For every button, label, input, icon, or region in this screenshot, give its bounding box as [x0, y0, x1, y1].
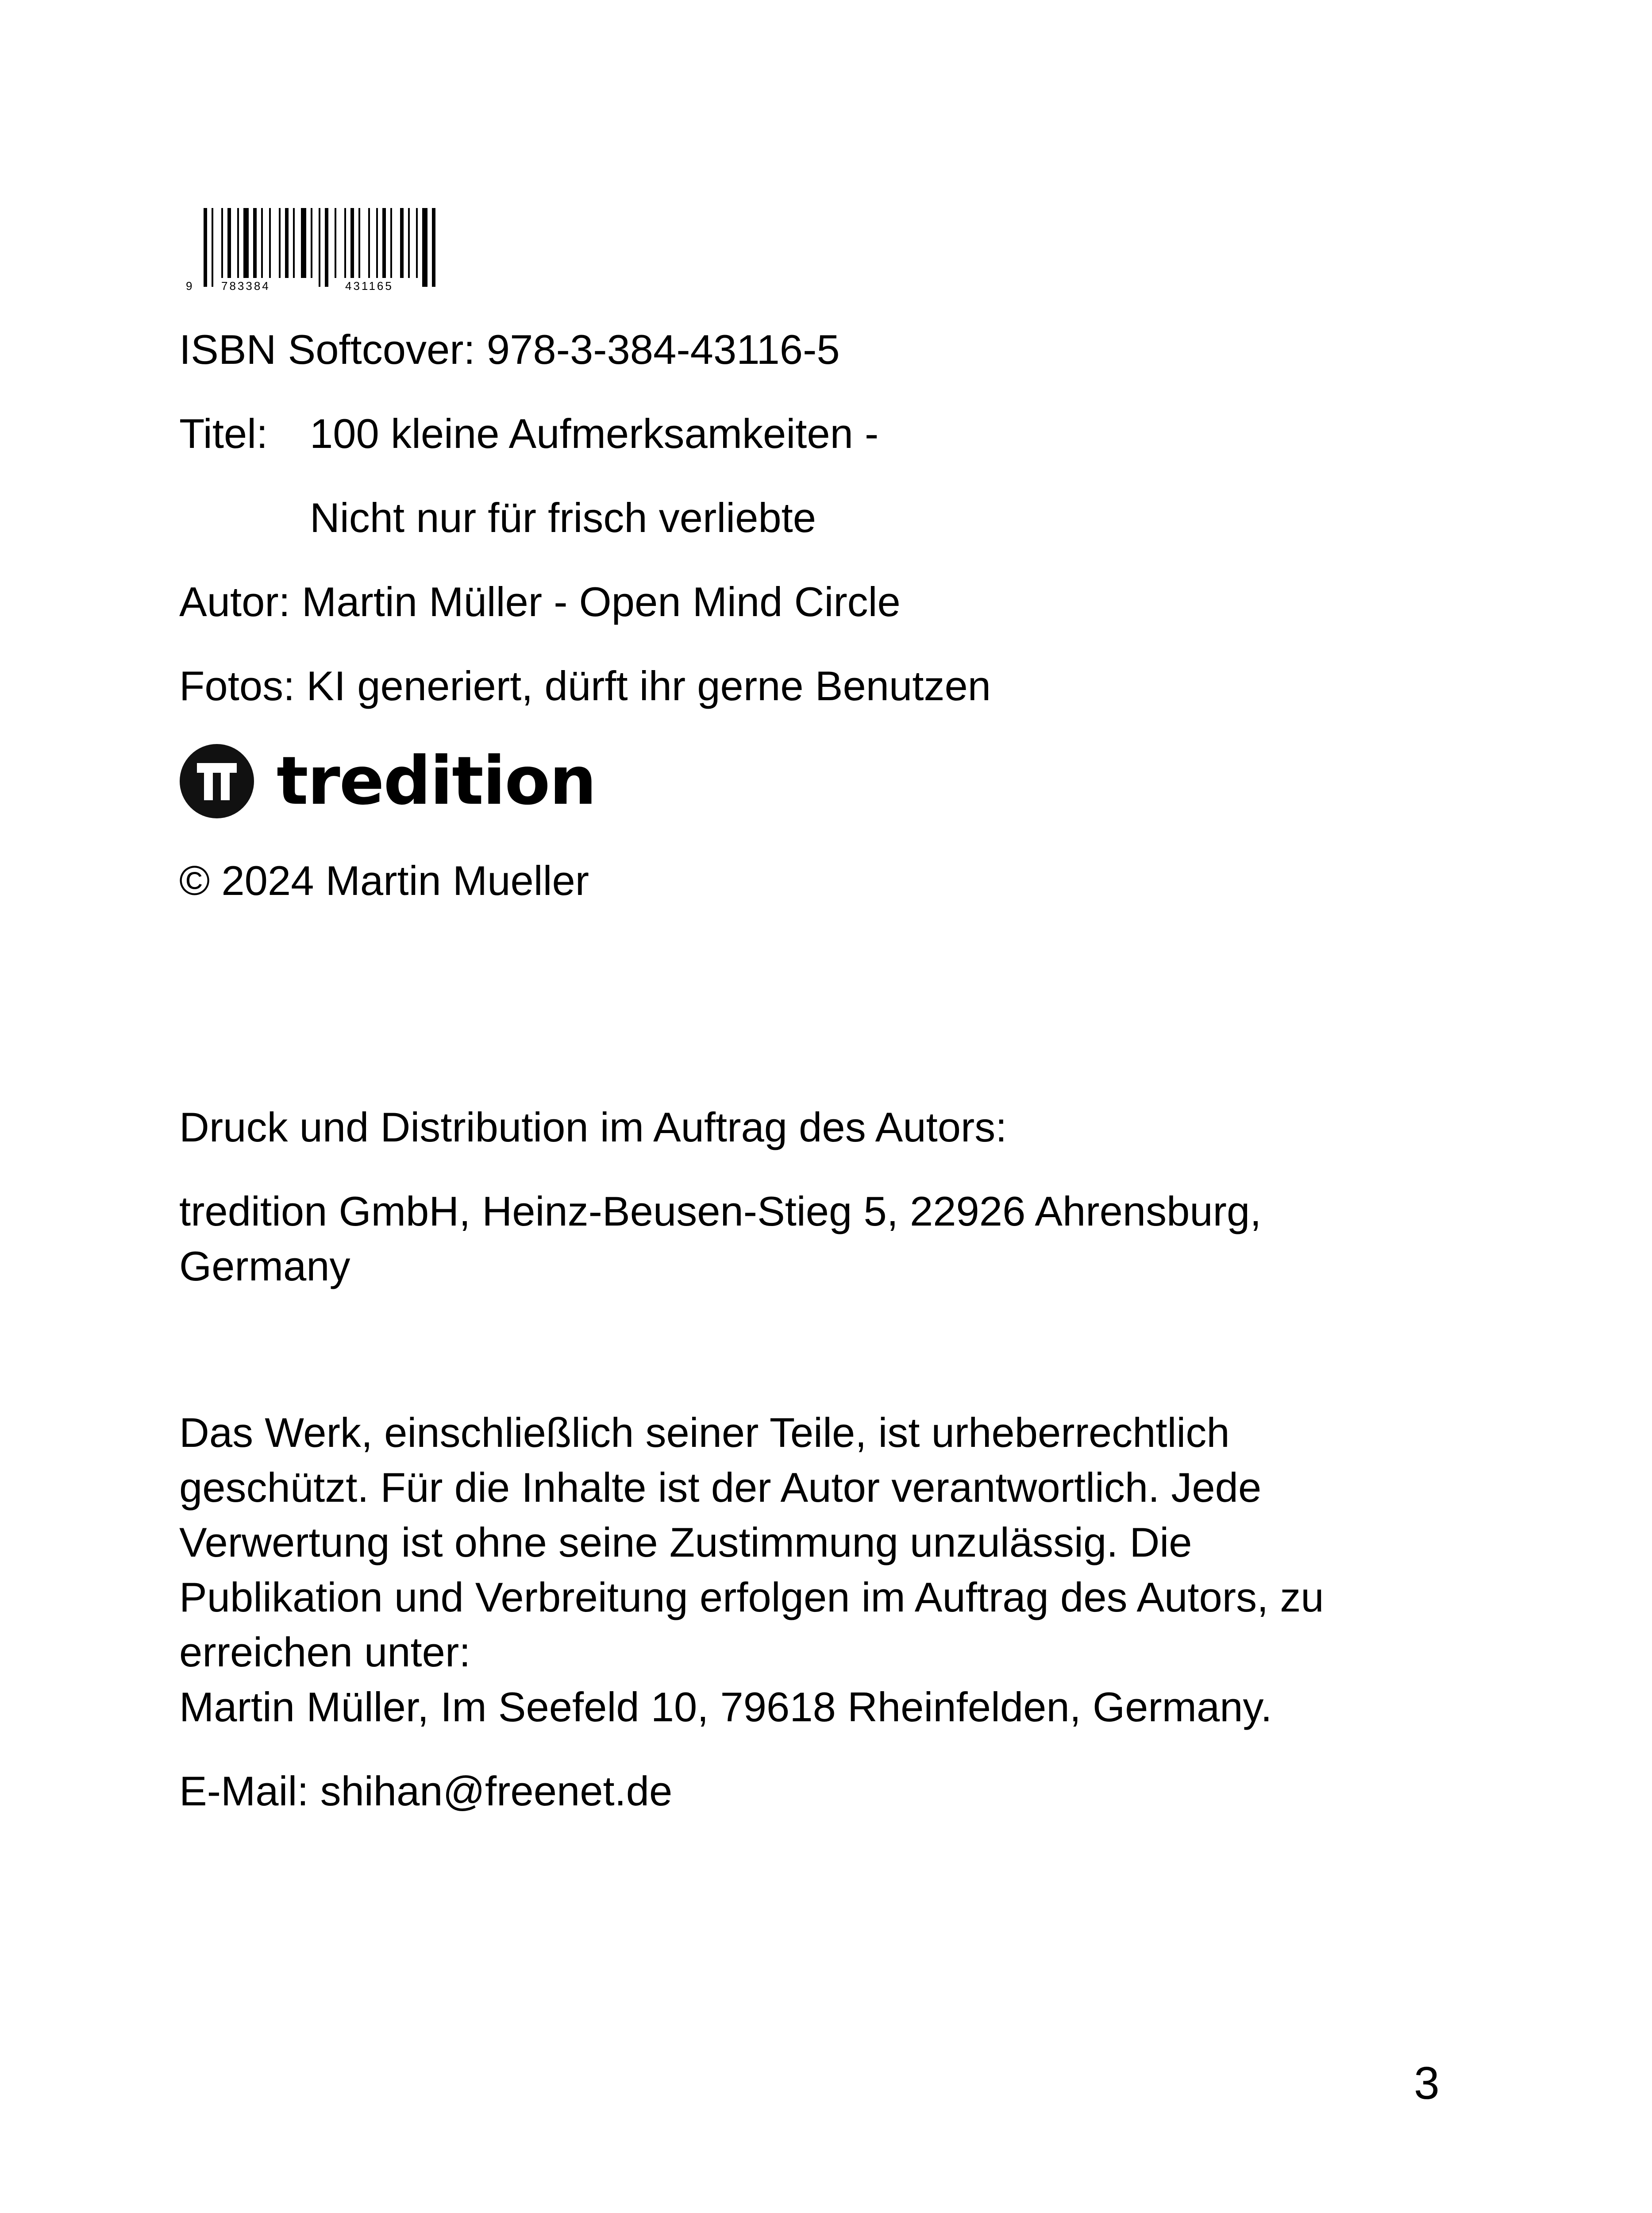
barcode-bar: [227, 208, 231, 278]
print-address-line-2: Germany: [179, 1243, 350, 1289]
barcode-bar: [382, 208, 386, 278]
legal-line: Martin Müller, Im Seefeld 10, 79618 Rheinfelden, Germany.: [179, 1684, 1272, 1730]
barcode-bar: [350, 208, 354, 278]
barcode-bar: [261, 208, 263, 278]
title-line-2: Nicht nur für frisch verliebte: [310, 494, 816, 541]
barcode-bar: [358, 208, 360, 278]
legal-notice: [179, 1405, 1463, 1735]
legal-line: geschützt. Für die Inhalte ist der Autor verantwortlich. Jede: [179, 1464, 1262, 1511]
barcode-bar: [311, 208, 312, 278]
barcode-bar: [269, 208, 271, 278]
legal-line: Das Werk, einschließlich seiner Teile, ist urheberrechtlich: [179, 1409, 1230, 1456]
print-heading: Druck und Distribution im Auftrag des Autors:: [179, 1104, 1007, 1150]
barcode-bar: [204, 208, 207, 287]
isbn-barcode: [186, 208, 456, 292]
barcode-bar: [301, 208, 306, 278]
barcode-bar: [237, 208, 239, 278]
barcode-digit-left: 9: [186, 279, 193, 292]
barcode-bar: [416, 208, 418, 278]
print-address-line-1: tredition GmbH, Heinz-Beusen-Stieg 5, 22926 Ahrensburg,: [179, 1188, 1262, 1234]
barcode-bar: [243, 208, 249, 278]
barcode-bar: [408, 208, 410, 278]
legal-line: erreichen unter:: [179, 1629, 471, 1675]
barcode-bar: [400, 208, 404, 278]
email-line: E-Mail: shihan@freenet.de: [179, 1768, 673, 1814]
barcode-bar: [253, 208, 257, 278]
title-label: Titel:: [179, 410, 268, 457]
barcode-bar: [376, 208, 378, 278]
barcode-bar: [344, 208, 346, 278]
barcode-bar: [335, 208, 336, 278]
barcode-bar: [285, 208, 289, 278]
barcode-digits-middle: 783384: [221, 279, 270, 292]
barcode-digits-right: 431165: [345, 279, 393, 292]
barcode-bar: [432, 208, 435, 287]
tredition-logo: [179, 744, 596, 819]
copyright-line: © 2024 Martin Mueller: [179, 857, 589, 904]
author-line: Autor: Martin Müller - Open Mind Circle: [179, 578, 901, 625]
barcode-bar: [221, 208, 223, 278]
barcode-bar: [212, 208, 213, 287]
barcode-bar: [390, 208, 392, 278]
title-line-1: 100 kleine Aufmerksamkeiten -: [310, 410, 879, 457]
tredition-logo-icon: [179, 744, 254, 819]
barcode-bar: [279, 208, 281, 278]
barcode-bar: [325, 208, 328, 287]
barcode-bars: [204, 208, 435, 287]
barcode-bar: [293, 208, 295, 278]
barcode-bar: [368, 208, 370, 278]
legal-line: Publikation und Verbreitung erfolgen im Auftrag des Autors, zu: [179, 1574, 1324, 1620]
barcode-bar: [319, 208, 320, 287]
tredition-logo-wordmark: tredition: [277, 743, 596, 820]
isbn-line: ISBN Softcover: 978-3-384-43116-5: [179, 326, 840, 373]
photos-line: Fotos: KI generiert, dürft ihr gerne Benutzen: [179, 663, 991, 709]
legal-line: Verwertung ist ohne seine Zustimmung unzulässig. Die: [179, 1519, 1192, 1565]
page-number: 3: [1414, 2058, 1440, 2109]
barcode-bar: [422, 208, 427, 287]
